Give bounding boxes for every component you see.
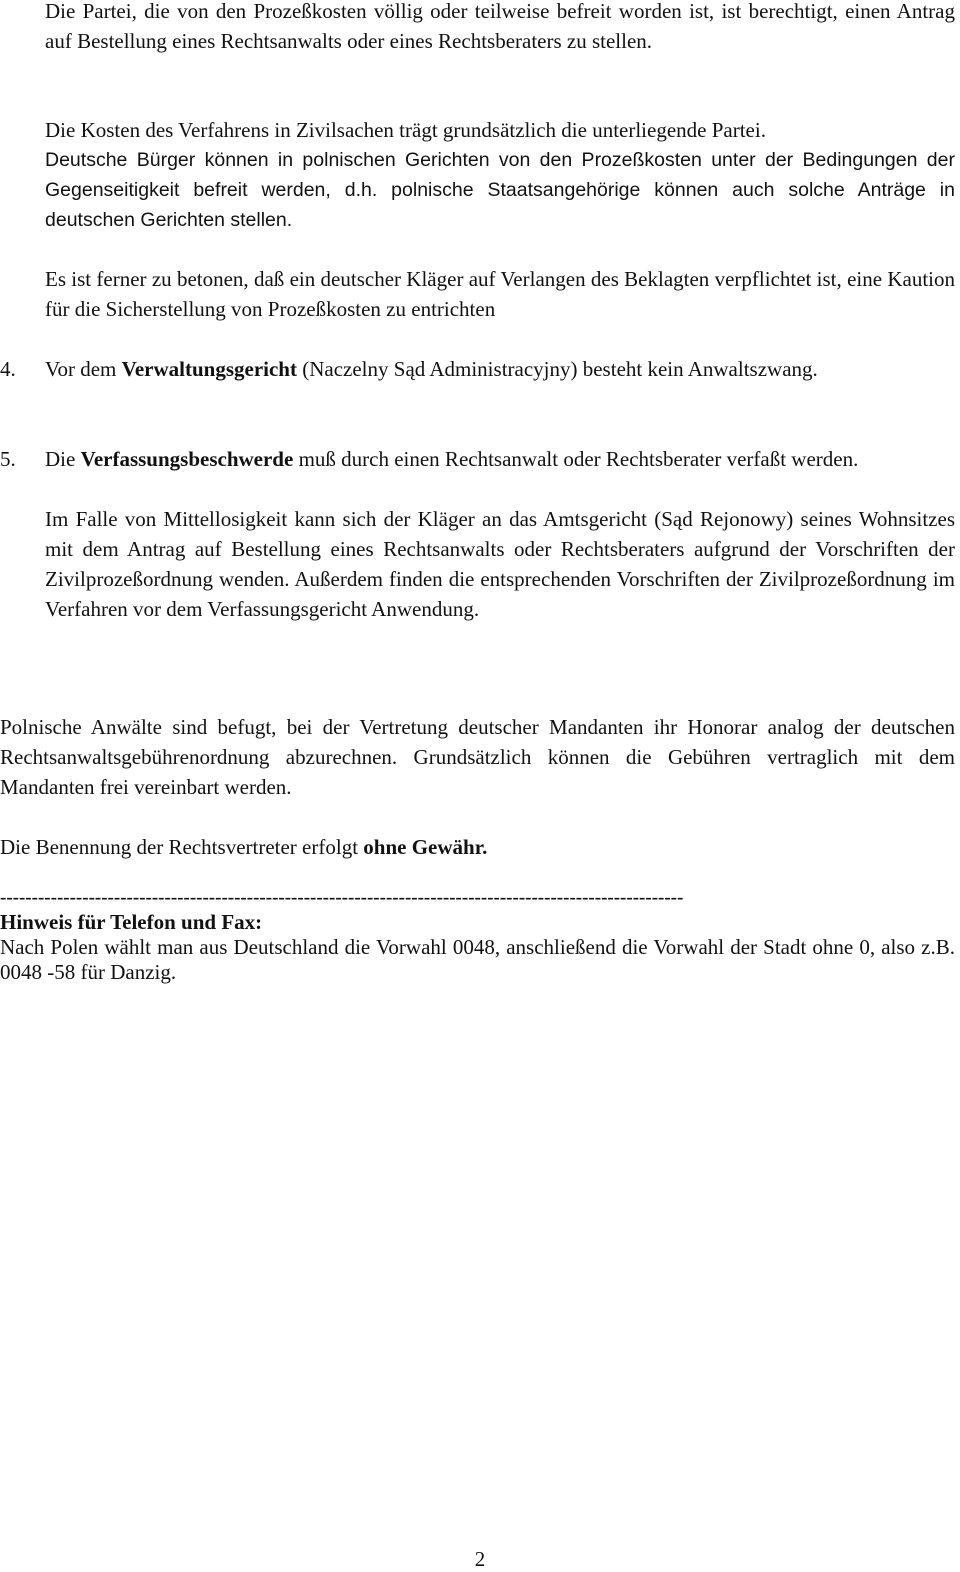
paragraph-disclaimer: Die Benennung der Rechtsvertreter erfolgt ohne Gewähr.	[0, 835, 488, 859]
paragraph-german-citizens: Deutsche Bürger können in polnischen Gerichten von den Prozeßkosten unter der Bedingungen der Gegenseitigkeit befreit werden, d.h. polnische Staatsangehörige können auch solche Anträge in deutschen Gerichten stellen.	[45, 149, 955, 231]
paragraph-security-deposit: Es ist ferner zu betonen, daß ein deutscher Kläger auf Verlangen des Beklagten verpflichtet ist, eine Kaution für die Sicherstellung von Prozeßkosten zu entrichten	[45, 267, 955, 321]
paragraph-costs: Die Kosten des Verfahrens in Zivilsachen trägt grundsätzlich die unterliegende Partei.	[45, 118, 766, 142]
item-administrative-court: Vor dem Verwaltungsgericht (Naczelny Sąd Administracyjny) besteht kein Anwaltszwang.	[45, 357, 818, 381]
item-number-4: 4.	[0, 357, 16, 381]
divider-line: ------------------------------------------------------------------------------------------------------------	[0, 887, 684, 908]
paragraph-indigence: Im Falle von Mittellosigkeit kann sich der Kläger an das Amtsgericht (Sąd Rejonowy) seines Wohnsitzes mit dem Antrag auf Bestellung eines Rechtsanwalts oder Rechtsberaters aufgrund der Vorschriften der Zivilprozeßordnung wenden. Außerdem finden die entsprechenden Vorschriften der Zivilprozeßordnung im Verfahren vor dem Verfassungsgericht Anwendung.	[45, 507, 955, 621]
hint-section	[0, 910, 955, 985]
hint-text: Nach Polen wählt man aus Deutschland die Vorwahl 0048, anschließend die Vorwahl der Stadt ohne 0, also z.B. 0048 -58 für Danzig.	[0, 935, 955, 984]
page-number: 2	[474, 1547, 486, 1571]
paragraph-fees: Polnische Anwälte sind befugt, bei der Vertretung deutscher Mandanten ihr Honorar analog der deutschen Rechtsanwaltsgebührenordnung abzurechnen. Grundsätzlich können die Gebühren vertraglich mit dem Mandanten frei vereinbart werden.	[0, 715, 955, 799]
hint-title: Hinweis für Telefon und Fax:	[0, 910, 263, 934]
paragraph-party-exemption: Die Partei, die von den Prozeßkosten völlig oder teilweise befreit worden ist, ist berechtigt, einen Antrag auf Bestellung eines Rechtsanwalts oder eines Rechtsberaters zu stellen.	[45, 0, 955, 53]
item-number-5: 5.	[0, 447, 16, 471]
item-constitutional-complaint: Die Verfassungsbeschwerde muß durch einen Rechtsanwalt oder Rechtsberater verfaßt werden.	[45, 447, 859, 471]
